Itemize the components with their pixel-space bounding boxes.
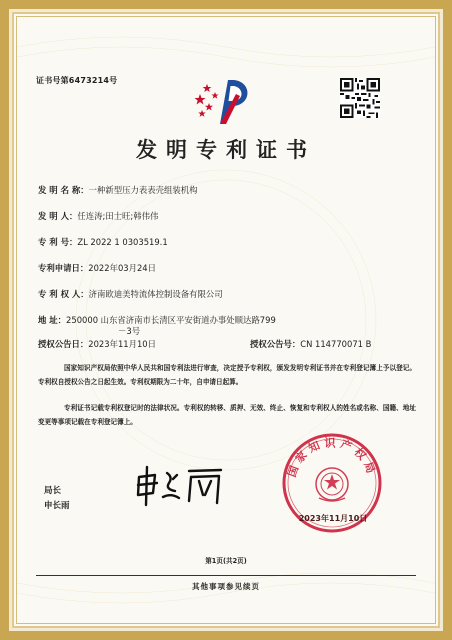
field-value: 一种新型压力表表壳组装机构 bbox=[88, 185, 198, 195]
page-number: 第1页(共2页) bbox=[205, 557, 247, 565]
field-value: 济南欧迪美特流体控制设备有限公司 bbox=[88, 289, 223, 299]
footer-divider bbox=[36, 575, 416, 576]
field-label: 专 利 权 人： bbox=[38, 289, 89, 299]
field-label: 地 址： bbox=[38, 315, 67, 325]
field-grant-number bbox=[250, 338, 371, 350]
certificate-number: 证书号第6473214号 bbox=[36, 76, 118, 85]
field-address-continued bbox=[118, 325, 140, 337]
statement-paragraph-2: 专利证书记载专利权登记时的法律状况。专利权的转移、质押、无效、终止、恢复和专利权人的姓名或名称、国籍、地址变更等事项记载在专利登记簿上。 bbox=[38, 404, 416, 426]
field-label: 专 利 号： bbox=[38, 237, 78, 247]
field-value: CN 114770071 B bbox=[300, 339, 372, 349]
field-value: 2023年11月10日 bbox=[88, 339, 157, 349]
footer-note: 其他事项参见续页 bbox=[192, 582, 260, 591]
field-value: 250000 山东省济南市长清区平安街道办事处顺达路799 bbox=[66, 315, 276, 325]
field-label: 发 明 人： bbox=[38, 211, 78, 221]
field-label: 授权公告日： bbox=[38, 339, 89, 349]
field-invention-name bbox=[38, 184, 198, 196]
field-value: 任连涛;田士旺;韩伟伟 bbox=[77, 211, 159, 221]
field-patentee bbox=[38, 288, 223, 300]
svg-text:国家知识产权局: 国家知识产权局 bbox=[285, 436, 379, 479]
field-value: 2022年03月24日 bbox=[88, 263, 157, 273]
seal-date: 2023年11月10日 bbox=[298, 514, 368, 523]
field-label: 发 明 名 称： bbox=[38, 185, 89, 195]
field-inventors bbox=[38, 210, 158, 222]
field-value: －3号 bbox=[118, 326, 141, 336]
field-address bbox=[38, 314, 276, 326]
signatory-title: 局长 bbox=[44, 486, 62, 496]
field-label: 专利申请日： bbox=[38, 263, 89, 273]
field-label: 授权公告号： bbox=[250, 339, 301, 349]
statement-paragraph-1: 国家知识产权局依照中华人民共和国专利法进行审查，决定授予专利权，颁发发明专利证书并在专利登记簿上予以登记。专利权自授权公告之日起生效。专利权期限为二十年，自申请日起算。 bbox=[38, 364, 416, 386]
field-application-date bbox=[38, 262, 156, 274]
field-value: ZL 2022 1 0303519.1 bbox=[77, 237, 168, 247]
handwritten-signature bbox=[133, 465, 228, 507]
certificate-title: 发明专利证书 bbox=[136, 137, 316, 162]
field-patent-number bbox=[38, 236, 168, 248]
qr-code-icon bbox=[340, 78, 380, 118]
cnipa-logo-icon bbox=[190, 74, 258, 132]
signatory-name: 申长雨 bbox=[44, 501, 70, 511]
field-grant-date bbox=[38, 338, 156, 350]
